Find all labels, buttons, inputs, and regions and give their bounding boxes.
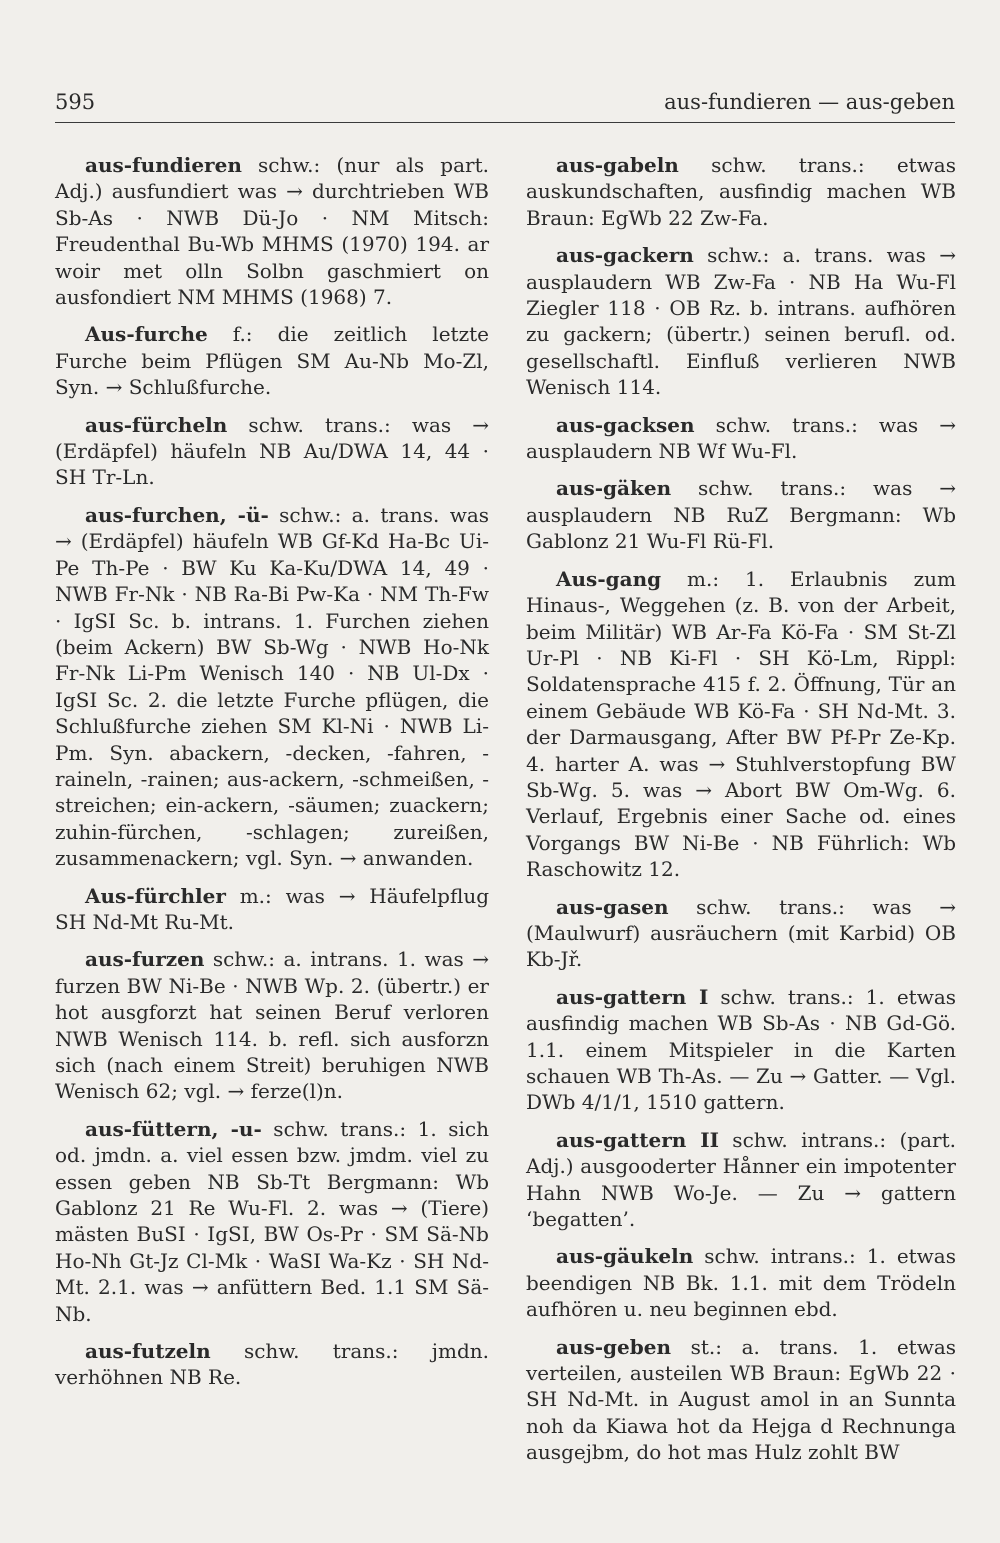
entry-lemma: aus-geben	[556, 1334, 672, 1359]
dictionary-entry	[526, 1127, 956, 1233]
dictionary-entry	[55, 502, 489, 872]
entry-text: schw.: a. trans. was → ausplaudern WB Zw-Fa · NB Ha Wu-Fl Ziegler 118 · OB Rz. b. intrans. aufhören zu gackern; (übertr.) seinen berufl. od. gesellschaftl. Einfluß verlieren NWB Wenisch 114.	[526, 243, 956, 400]
entry-text: st.: a. trans. 1. etwas verteilen, austeilen WB Braun: EgWb 22 · SH Nd-Mt. in August amol in an Sunnta noh da Kiawa hot da Hejga d Rechnunga ausgejbm, do hot mas Hulz zohlt BW	[526, 1334, 956, 1465]
dictionary-entry	[55, 1338, 489, 1391]
dictionary-entry	[526, 984, 956, 1116]
page-header	[55, 90, 955, 123]
entry-lemma: Aus-furche	[85, 322, 208, 347]
entry-text: schw. trans.: was → ausplaudern NB RuZ Bergmann: Wb Gablonz 21 Wu-Fl Rü-Fl.	[526, 476, 956, 554]
entry-lemma: aus-gacksen	[556, 412, 695, 437]
entry-text: schw. trans.: was → (Maulwurf) ausräuchern (mit Karbid) OB Kb-Jř.	[526, 894, 956, 972]
dictionary-entry	[526, 1243, 956, 1322]
entry-text: m.: 1. Erlaubnis zum Hinaus-, Weggehen (z. B. von der Arbeit, beim Militär) WB Ar-Fa Kö-Fa · SM St-Zl Ur-Pl · NB Ki-Fl · SH Kö-Lm, Rippl: Soldatensprache 415 f. 2. Öffnung, Tür an einem Gebäude WB Kö-Fa · SH Nd-Mt. 3. der Darmausgang, After BW Pf-Pr Ze-Kp. 4. harter A. was → Stuhlverstopfung BW Sb-Wg. 5. was → Abort BW Om-Wg. 6. Verlauf, Ergebnis einer Sache od. eines Vorgangs BW Ni-Be · NB Führlich: Wb Raschowitz 12.	[526, 566, 956, 882]
entry-lemma: aus-fundieren	[85, 153, 242, 177]
dictionary-entry	[526, 566, 956, 883]
right-column	[526, 152, 956, 1477]
entry-text: m.: was → Häufelpflug SH Nd-Mt Ru-Mt.	[55, 883, 489, 934]
entry-text: f.: die zeitlich letzte Furche beim Pflügen SM Au-Nb Mo-Zl, Syn. → Schlußfurche.	[55, 322, 489, 400]
entry-text: schw. trans.: 1. sich od. jmdn. a. viel essen bzw. jmdm. viel zu essen geben NB Sb-Tt Bergmann: Wb Gablonz 21 Re Wu-Fl. 2. was → (Tiere) mästen BuSI · IgSI, BW Os-Pr · SM Sä-Nb Ho-Nh Gt-Jz Cl-Mk · WaSI Wa-Kz · SH Nd-Mt. 2.1. was → anfüttern Bed. 1.1 SM Sä-Nb.	[55, 1116, 489, 1326]
entry-lemma: aus-futzeln	[85, 1339, 211, 1364]
entry-lemma: Aus-fürchler	[85, 883, 226, 908]
entry-text: schw. intrans.: 1. etwas beendigen NB Bk. 1.1. mit dem Trödeln aufhören u. neu beginnen ebd.	[526, 1244, 956, 1322]
entry-lemma: aus-gäukeln	[556, 1244, 694, 1269]
left-column	[55, 152, 489, 1402]
entry-lemma: aus-gabeln	[556, 153, 679, 177]
entry-lemma: aus-furzen	[85, 947, 205, 972]
entry-text: schw. trans.: 1. etwas ausfindig machen WB Sb-As · NB Gd-Gö. 1.1. einem Mitspieler in die Karten schauen WB Th-As. — Zu → Gatter. — Vgl. DWb 4/1/1, 1510 gattern.	[526, 984, 957, 1115]
entry-text: schw.: (nur als part. Adj.) ausfundiert was → durchtrieben WB Sb-As · NWB Dü-Jo · NM Mitsch: Freudenthal Bu-Wb MHMS (1970) 194. ar woir met olln Solbn gaschmiert on ausfondiert NM MHMS (1968) 7.	[55, 153, 489, 310]
entry-lemma: aus-gäken	[556, 476, 672, 501]
entry-text: schw. trans.: was → ausplaudern NB Wf Wu-Fl.	[526, 412, 956, 464]
dictionary-entry	[526, 894, 956, 973]
dictionary-entry	[526, 475, 956, 554]
entry-text: schw. intrans.: (part. Adj.) ausgooderter Hånner ein impotenter Hahn NWB Wo-Je. — Zu → gattern ‘begatten’.	[526, 1127, 956, 1232]
dictionary-entry	[55, 1116, 489, 1327]
entry-lemma: aus-gattern II	[556, 1127, 719, 1152]
entry-text: schw.: a. trans. was → (Erdäpfel) häufeln WB Gf-Kd Ha-Bc Ui-Pe Th-Pe · BW Ku Ka-Ku/DWA 14, 49 · NWB Fr-Nk · NB Ra-Bi Pw-Ka · NM Th-Fw · IgSI Sc. b. intrans. 1. Furchen ziehen (beim Ackern) BW Sb-Wg · NWB Ho-Nk Fr-Nk Li-Pm Wenisch 140 · NB Ul-Dx · IgSI Sc. 2. die letzte Furche pflügen, die Schlußfurche ziehen SM Kl-Ni · NWB Li-Pm. Syn. abackern, -decken, -fahren, -raineln, -rainen; aus-ackern, -schmeißen, -streichen; ein-ackern, -säumen; zuackern; zuhin-fürchen, -schlagen; zureißen, zusammenackern; vgl. Syn. → anwanden.	[55, 502, 490, 871]
dictionary-entry	[526, 1334, 956, 1466]
entry-lemma: aus-gackern	[556, 243, 694, 268]
dictionary-entry	[526, 152, 956, 231]
dictionary-entry	[526, 412, 956, 465]
dictionary-entry	[55, 321, 489, 400]
page-number: 595	[55, 90, 96, 114]
dictionary-entry	[55, 946, 489, 1104]
entry-text: schw. trans.: jmdn. verhöhnen NB Re.	[55, 1339, 489, 1390]
dictionary-entry	[55, 883, 489, 936]
dictionary-entry	[526, 242, 956, 400]
entry-lemma: aus-gasen	[556, 894, 669, 919]
running-title: aus-fundieren — aus-geben	[664, 90, 955, 114]
entry-lemma: aus-fürcheln	[85, 412, 228, 437]
dictionary-entry	[55, 152, 489, 310]
dictionary-entry	[55, 412, 489, 491]
entry-lemma: Aus-gang	[556, 566, 662, 591]
entry-text: schw. trans.: was → (Erdäpfel) häufeln NB Au/DWA 14, 44 · SH Tr-Ln.	[55, 412, 489, 490]
entry-lemma: aus-gattern I	[556, 984, 709, 1009]
entry-text: schw.: a. intrans. 1. was → furzen BW Ni-Be · NWB Wp. 2. (übertr.) er hot ausgforzt hat seinen Beruf verloren NWB Wenisch 114. b. refl. sich ausforzn sich (nach einem Streit) beruhigen NWB Wenisch 62; vgl. → ferze(l)n.	[55, 947, 489, 1104]
entry-lemma: aus-furchen, -ü-	[85, 502, 269, 527]
entry-text: schw. trans.: etwas auskundschaften, ausfindig machen WB Braun: EgWb 22 Zw-Fa.	[526, 153, 956, 230]
entry-lemma: aus-füttern, -u-	[85, 1116, 262, 1141]
